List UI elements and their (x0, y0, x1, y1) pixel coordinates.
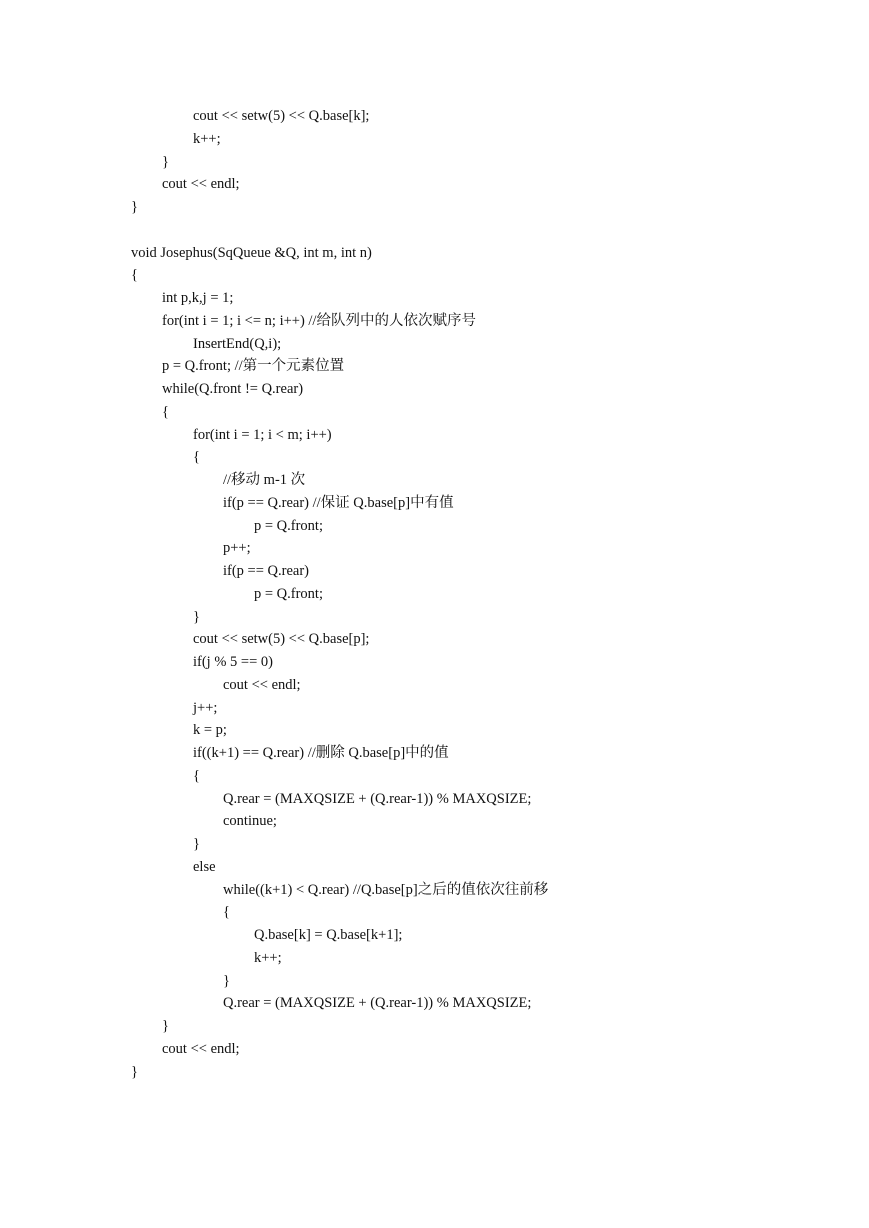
code-line: cout << endl; (162, 1040, 240, 1057)
code-line: k++; (193, 130, 221, 147)
code-line: continue; (223, 813, 277, 830)
code-line: if((k+1) == Q.rear) //删除 Q.base[p]中的值 (193, 745, 449, 761)
code-line: { (223, 904, 230, 921)
code-line: cout << endl; (223, 676, 301, 693)
code-line: } (131, 1063, 138, 1080)
code-line: { (162, 403, 169, 420)
code-line: InsertEnd(Q,i); (193, 335, 282, 352)
code-line: void Josephus(SqQueue &Q, int m, int n) (131, 244, 372, 261)
code-line: for(int i = 1; i < m; i++) (193, 426, 332, 443)
code-line: } (131, 199, 138, 215)
code-line: p = Q.front; (254, 585, 323, 602)
code-line: else (193, 858, 216, 875)
code-line: if(j % 5 == 0) (193, 654, 273, 670)
code-listing (131, 105, 831, 1083)
code-line: p = Q.front; //第一个元素位置 (162, 358, 345, 375)
code-line: k = p; (193, 722, 227, 739)
code-line: Q.rear = (MAXQSIZE + (Q.rear-1)) % MAXQSIZE; (223, 790, 532, 807)
code-line: //移动 m-1 次 (223, 472, 306, 488)
code-line: } (193, 836, 200, 852)
code-line: j++; (193, 699, 218, 716)
code-line: cout << endl; (162, 176, 240, 193)
code-line: for(int i = 1; i <= n; i++) //给队列中的人依次赋序号 (162, 312, 476, 329)
code-line: } (162, 153, 169, 170)
code-line: cout << setw(5) << Q.base[p]; (193, 631, 370, 648)
code-line: if(p == Q.rear) //保证 Q.base[p]中有值 (223, 494, 454, 511)
code-line: while(Q.front != Q.rear) (162, 381, 304, 397)
code-line: p = Q.front; (254, 517, 323, 534)
code-line: Q.rear = (MAXQSIZE + (Q.rear-1)) % MAXQSIZE; (223, 995, 532, 1012)
code-line: if(p == Q.rear) (223, 563, 309, 579)
code-line: k++; (254, 949, 282, 966)
code-line: cout << setw(5) << Q.base[k]; (193, 108, 370, 124)
code-line: p++; (223, 540, 251, 557)
code-line: { (131, 267, 138, 284)
code-line: int p,k,j = 1; (162, 290, 234, 306)
code-line: Q.base[k] = Q.base[k+1]; (254, 927, 403, 943)
code-line: { (193, 767, 200, 784)
blank-line (131, 219, 831, 242)
code-line: while((k+1) < Q.rear) //Q.base[p]之后的值依次往前移 (223, 881, 549, 898)
code-line: { (193, 449, 200, 466)
code-line: } (193, 608, 200, 625)
code-line: } (223, 972, 230, 989)
code-line: } (162, 1018, 169, 1034)
